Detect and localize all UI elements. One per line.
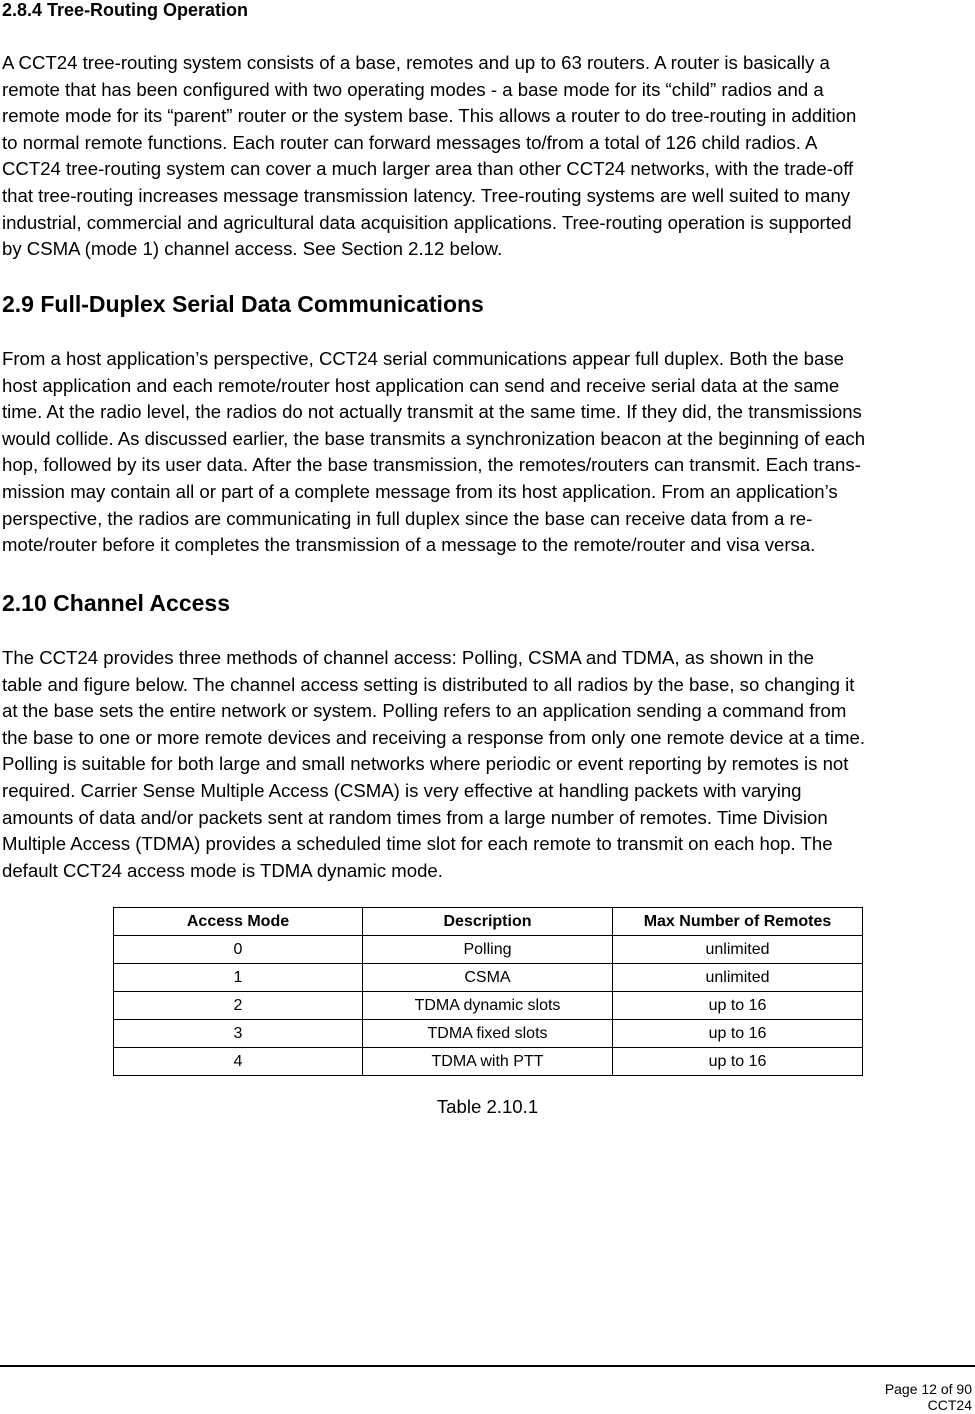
cell-description: TDMA with PTT	[363, 1048, 613, 1076]
cell-description: TDMA dynamic slots	[363, 992, 613, 1020]
section-heading-2-10: 2.10 Channel Access	[2, 590, 230, 616]
document-name: CCT24	[927, 1397, 972, 1413]
column-header-description: Description	[363, 908, 613, 936]
table-caption: Table 2.10.1	[436, 1096, 539, 1117]
section-heading-2-8-4: 2.8.4 Tree-Routing Operation	[2, 0, 249, 20]
cell-max-remotes: up to 16	[613, 1048, 863, 1076]
cell-max-remotes: up to 16	[613, 992, 863, 1020]
table-row	[114, 964, 863, 992]
footer-divider	[0, 1365, 975, 1367]
cell-access-mode: 4	[114, 1048, 363, 1076]
page-footer	[885, 1381, 972, 1413]
paragraph-tree-routing: A CCT24 tree-routing system consists of a base, remotes and up to 63 routers. A router is basically a remote that has been configured with two operating modes - a base mode for its “child” radios and a remote mode for its “parent” router or the system base. This allows a router to do tree-routing in addition to normal remote functions. Each router can forward messages to/from a total of 126 child radios. A CCT24 tree-routing system can cover a much larger area than other CCT24 networks, with the trade-off that tree-routing increases message transmission latency. Tree-routing systems are well suited to many industrial, commercial and agricultural data acquisition applications. Tree-routing operation is supported by CSMA (mode 1) channel access. See Section 2.12 below.	[2, 52, 857, 260]
table-row	[114, 936, 863, 964]
table-header-row	[114, 908, 863, 936]
cell-max-remotes: unlimited	[613, 936, 863, 964]
cell-access-mode: 3	[114, 1020, 363, 1048]
cell-access-mode: 2	[114, 992, 363, 1020]
cell-description: TDMA fixed slots	[363, 1020, 613, 1048]
paragraph-full-duplex: From a host application’s perspective, CCT24 serial communications appear full duplex. Both the base host application and each remote/router host application can send and receive serial data at the same time. At the radio level, the radios do not actually transmit at the same time. If they did, the transmissions would collide. As discussed earlier, the base transmits a synchronization beacon at the beginning of each hop, followed by its user data. After the base transmission, the remotes/routers can transmit. Each trans- mission may contain all or part of a complete message from its host application. From an application’s perspective, the radios are communicating in full duplex since the base can receive data from a re- mote/router before it completes the transmission of a message to the remote/router and visa versa.	[2, 348, 866, 556]
column-header-access-mode: Access Mode	[114, 908, 363, 936]
column-header-max-remotes: Max Number of Remotes	[613, 908, 863, 936]
table-row	[114, 992, 863, 1020]
table-row	[114, 1020, 863, 1048]
page-number: Page 12 of 90	[884, 1381, 972, 1397]
cell-max-remotes: unlimited	[613, 964, 863, 992]
table-row	[114, 1048, 863, 1076]
section-heading-2-9: 2.9 Full-Duplex Serial Data Communications	[2, 291, 484, 317]
access-mode-table	[113, 907, 863, 1076]
cell-max-remotes: up to 16	[613, 1020, 863, 1048]
cell-description: Polling	[363, 936, 613, 964]
cell-access-mode: 0	[114, 936, 363, 964]
cell-access-mode: 1	[114, 964, 363, 992]
cell-description: CSMA	[363, 964, 613, 992]
paragraph-channel-access: The CCT24 provides three methods of channel access: Polling, CSMA and TDMA, as shown in the table and figure below. The channel access setting is distributed to all radios by the base, so changing it at the base sets the entire network or system. Polling refers to an application sending a command from the base to one or more remote devices and receiving a response from only one remote device at a time. Polling is suitable for both large and small networks where periodic or event reporting by remotes is not required. Carrier Sense Multiple Access (CSMA) is very effective at handling packets with varying amounts of data and/or packets sent at random times from a large number of remotes. Time Division Multiple Access (TDMA) provides a scheduled time slot for each remote to transmit on each hop. The default CCT24 access mode is TDMA dynamic mode.	[2, 647, 866, 881]
